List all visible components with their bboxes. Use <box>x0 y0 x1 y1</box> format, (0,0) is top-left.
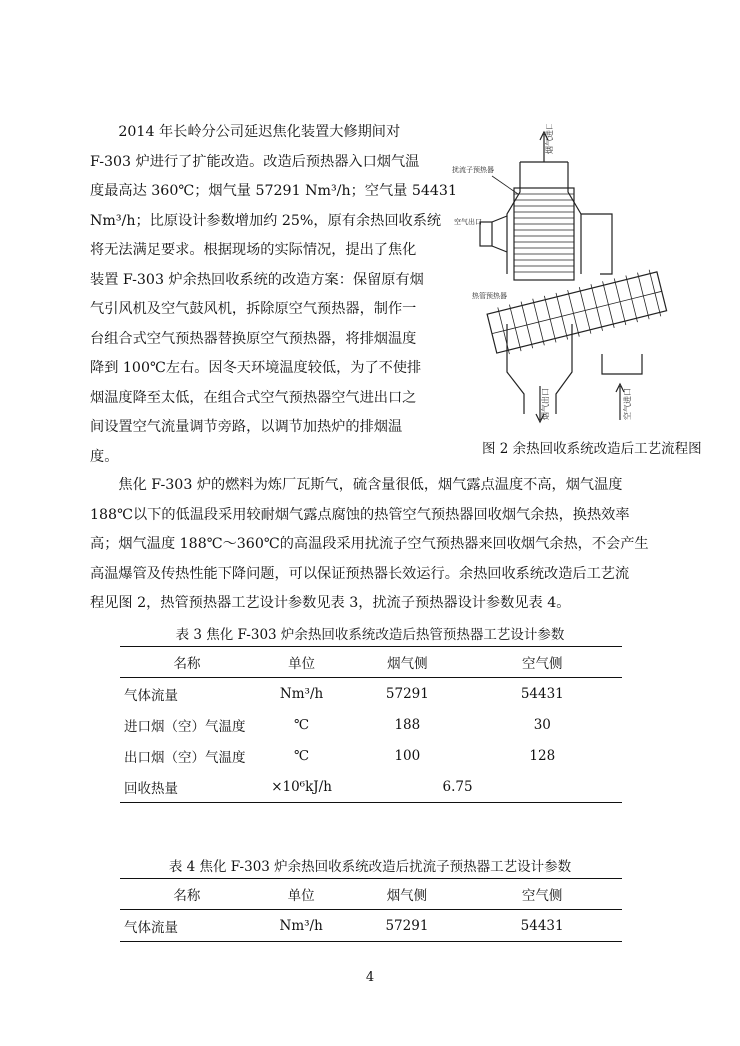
table-cell: 气体流量 <box>124 919 178 936</box>
table-cell: 57291 <box>385 917 429 934</box>
column-header: 单位 <box>251 879 352 910</box>
text-line: 气引风机及空气鼓风机，拆除原空气预热器，制作一 <box>90 301 417 317</box>
table3-caption: 表 3 焦化 F-303 炉余热回收系统改造后热管预热器工艺设计参数 <box>175 627 565 643</box>
table-row <box>120 709 622 740</box>
table-cell: ×10⁶kJ/h <box>271 778 332 795</box>
paragraph-2 <box>90 471 650 619</box>
table-header-row <box>120 879 622 910</box>
table-cell: Nm³/h <box>279 685 324 702</box>
text-line: 焦化 F-303 炉的燃料为炼厂瓦斯气，硫含量很低，烟气露点温度不高，烟气温度 <box>90 477 623 493</box>
label-air-outlet: 空气出口 <box>454 218 482 226</box>
text-line: Nm³/h；比原设计参数增加约 25%，原有余热回收系统 <box>90 212 442 229</box>
text-line: 高；烟气温度 188℃～360℃的高温段采用扰流子空气预热器来回收烟气余热，不会产生 <box>90 536 649 552</box>
text-line: 降到 100℃左右。因冬天环境温度较低，为了不使排 <box>90 360 422 376</box>
spoiler-tubes <box>514 194 574 272</box>
table-row <box>120 740 622 771</box>
column-header: 名称 <box>120 647 251 678</box>
text-line: 台组合式空气预热器替换原空气预热器，将排烟温度 <box>90 330 417 347</box>
column-header: 空气侧 <box>463 647 622 678</box>
table-cell: 6.75 <box>442 778 473 795</box>
text-line: 度。 <box>90 448 119 465</box>
label-flue-gas-in: 烟气进口 <box>545 124 554 154</box>
table-header-row <box>120 647 622 678</box>
table4 <box>120 878 622 942</box>
table-row <box>120 910 622 942</box>
process-flow-figure <box>452 124 672 424</box>
text-line: 188℃以下的低温段采用较耐烟气露点腐蚀的热管空气预热器回收烟气余热，换热效率 <box>90 506 630 523</box>
table-cell: 气体流量 <box>124 687 178 704</box>
column-header: 单位 <box>251 647 352 678</box>
column-header: 空气侧 <box>462 879 622 910</box>
table4-caption: 表 4 焦化 F-303 炉余热回收系统改造后扰流子预热器工艺设计参数 <box>168 859 572 875</box>
table-row <box>120 771 622 803</box>
text-line: 程见图 2，热管预热器工艺设计参数见表 3，扰流子预热器设计参数见表 4。 <box>90 595 571 611</box>
label-heat-pipe-preheater: 热管预热器 <box>472 292 507 300</box>
column-header: 烟气侧 <box>352 879 463 910</box>
table-cell: 54431 <box>520 917 564 934</box>
table-cell: 57291 <box>385 685 429 702</box>
right-casing <box>581 214 612 274</box>
text-line: 间设置空气流量调节旁路，以调节加热炉的排烟温 <box>90 419 403 435</box>
text-line: F-303 炉进行了扩能改造。改造后预热器入口烟气温 <box>90 153 420 170</box>
label-flue-gas-out: 烟气出口 <box>541 388 550 420</box>
text-line: 装置 F-303 炉余热回收系统的改造方案：保留原有烟 <box>90 271 424 288</box>
label-spoiler-preheater: 扰流子预热器 <box>452 166 494 174</box>
text-line: 高温爆管及传热性能下降问题，可以保证预热器长效运行。余热回收系统改造后工艺流 <box>90 565 630 582</box>
table-cell: Nm³/h <box>279 917 323 934</box>
table-cell: 188 <box>394 716 421 733</box>
column-header: 名称 <box>120 879 251 910</box>
heat-pipe-preheater <box>486 268 667 357</box>
text-line: 2014 年长岭分公司延迟焦化装置大修期间对 <box>90 124 401 140</box>
figure-caption: 图 2 余热回收系统改造后工艺流程图 <box>482 441 702 457</box>
column-header: 烟气侧 <box>352 647 462 678</box>
label-air-inlet: 空气进口 <box>623 388 632 420</box>
table-row <box>120 678 622 710</box>
text-line: 将无法满足要求。根据现场的实际情况，提出了焦化 <box>90 242 417 258</box>
table-cell: 100 <box>394 747 421 764</box>
lower-duct-left <box>507 324 524 414</box>
table3 <box>120 646 622 803</box>
table-cell: 回收热量 <box>124 780 178 797</box>
table-cell: 128 <box>529 747 556 764</box>
table-cell: 进口烟（空）气温度 <box>124 718 246 735</box>
table-cell: ℃ <box>294 747 310 764</box>
table-cell: ℃ <box>294 716 310 733</box>
text-line: 度最高达 360℃；烟气量 57291 Nm³/h；空气量 54431 <box>90 183 457 199</box>
page-number: 4 <box>365 970 375 985</box>
table-cell: 54431 <box>520 685 564 702</box>
table-cell: 30 <box>533 716 551 733</box>
table-cell: 出口烟（空）气温度 <box>124 749 246 766</box>
text-line: 烟温度降至太低，在组合式空气预热器空气进出口之 <box>90 389 417 406</box>
paragraph-1 <box>90 118 457 472</box>
